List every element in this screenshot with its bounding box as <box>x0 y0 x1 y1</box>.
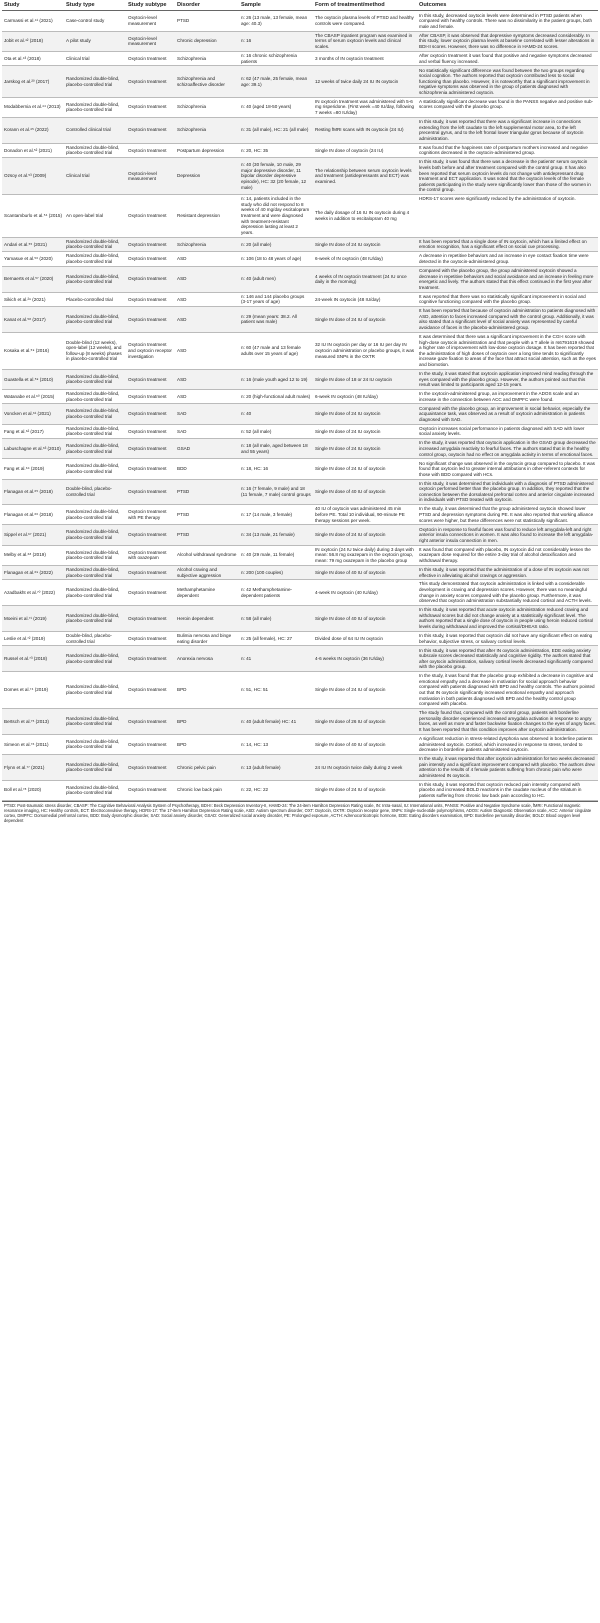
table-row <box>2 51 598 66</box>
cell-outcomes: In this study, it was determined that individuals with a diagnosis of PTSD administered oxytocin performed better than the placebo group. In addition, they reported that the connection between the dorsolateral prefrontal cortex and anterior cingulate increased in individuals with PTSD treated with oxytocin. <box>417 479 598 505</box>
cell-study: Flanagan et al.⁶⁹ (2022) <box>2 565 64 580</box>
cell-study-type: Randomized double-blind, placebo-controlled trial <box>64 525 126 545</box>
cell-study: Flynn et al.⁷⁷ (2021) <box>2 754 64 780</box>
cell-outcomes: Compared with the placebo group, an improvement in social behavior, especially the acquaintance task, was observed as a result of oxytocin administration in patients diagnosed with SAD. <box>417 404 598 424</box>
cell-study: Domes et al.⁷⁴ (2019) <box>2 672 64 709</box>
cell-study: Andari et al.⁵⁵ (2021) <box>2 237 64 252</box>
cell-study-type: Randomized double-blind, placebo-controlled trial <box>64 754 126 780</box>
cell-treatment-method: 24-week IN oxytocin (48 IU/day) <box>313 292 417 307</box>
cell-study-subtype: Oxytocin treatment <box>126 780 175 800</box>
cell-study-subtype: Oxytocin treatment <box>126 404 175 424</box>
table-row <box>2 672 598 709</box>
cell-study: Jobit et al.⁴² (2018) <box>2 31 64 51</box>
cell-study: Sippel et al.⁶⁷ (2021) <box>2 525 64 545</box>
cell-sample: n: 29 (mean years: 38.2. All patient was male) <box>239 307 313 333</box>
cell-disorder: Postpartum depression <box>175 143 239 158</box>
cell-sample: n: 14, HC: 13 <box>239 734 313 754</box>
table-row <box>2 307 598 333</box>
cell-study-subtype: Oxytocin treatment <box>126 709 175 735</box>
cell-sample: n: 51, HC: 51 <box>239 672 313 709</box>
table-row <box>2 479 598 505</box>
table-row <box>2 646 598 672</box>
cell-study: Bertsch et al.⁷⁵ (2013) <box>2 709 64 735</box>
header-row <box>2 0 598 11</box>
cell-outcomes: This study demonstrated that oxytocin administration is linked with a considerable development in craving and depression scores. However, there was no meaningful change in anxiety scores compared with the placebo group. Furthermore, it was observed that oxytocin administration substantially reduced cortisol and ACTH levels. <box>417 580 598 606</box>
cell-study: Moeini et al.⁷¹ (2019) <box>2 606 64 632</box>
cell-study: Azadbakht et al.⁷⁰ (2022) <box>2 580 64 606</box>
cell-outcomes: It was reported that there was no statistically significant improvement in social and cognitive functioning compared with the placebo group. <box>417 292 598 307</box>
cell-study-type: A pilot study <box>64 31 126 51</box>
cell-study: Donadon et al.⁵² (2021) <box>2 143 64 158</box>
cell-study-subtype: Oxytocin treatment <box>126 195 175 238</box>
cell-sample: n: 42 Methamphetamine-dependent patients <box>239 580 313 606</box>
cell-treatment-method: 6-week of IN oxytocin (48 IU/day) <box>313 252 417 267</box>
table-row <box>2 424 598 439</box>
cell-treatment-method: Single IN dose of 18 or 24 IU oxytocin <box>313 369 417 389</box>
cell-study-subtype: Oxytocin treatment <box>126 117 175 143</box>
cell-study-subtype: Oxytocin treatment <box>126 479 175 505</box>
cell-sample: n: 40 (30 female, 10 male, 29 major depressive disorder, 11 bipolar disorder depressive episode), HC: 32 (20 female, 12 male) <box>239 158 313 195</box>
cell-sample: n: 20 (all male) <box>239 237 313 252</box>
cell-disorder: Chronic depression <box>175 31 239 51</box>
cell-study-type: Randomized double-blind, placebo-controlled trial <box>64 307 126 333</box>
cell-study-subtype: Oxytocin treatment <box>126 606 175 632</box>
cell-disorder: Schizophrenia <box>175 51 239 66</box>
cell-outcomes: It was determined that there was a significant improvement in the CGI-I score with high-dose oxytocin administration and that people with a T allele in rs6791619 showed a higher rate of improvement with low-dose oxytocin dosage. It has been reported that the administration of high doses of oxytocin over a long time tends to significantly increase gaze fixation to areas of the face that attract social attention, such as the eyes and biomotion. <box>417 332 598 369</box>
cell-sample: n: 40 (aged 18-50 years) <box>239 97 313 117</box>
studies-table <box>2 0 598 801</box>
cell-study-type: Randomized double-blind, placebo-controlled trial <box>64 459 126 479</box>
table-row <box>2 158 598 195</box>
cell-disorder: ASD <box>175 307 239 333</box>
cell-disorder: BPD <box>175 709 239 735</box>
cell-disorder: Methamphetamine dependent <box>175 580 239 606</box>
cell-study-subtype: Oxytocin treatment <box>126 631 175 646</box>
cell-study-subtype: Oxytocin treatment <box>126 459 175 479</box>
cell-study: Watanabe et al.⁶⁰ (2015) <box>2 389 64 404</box>
table-row <box>2 252 598 267</box>
cell-study-type: Randomized double-blind, placebo-controlled trial <box>64 709 126 735</box>
table-row <box>2 266 598 292</box>
cell-study-subtype: Oxytocin treatment <box>126 307 175 333</box>
cell-outcomes: In the study, it was found that the placebo group exhibited a decrease in cognitive and emotional empathy and a decrease in motivation for social approach behavior compared with patients diagnosed with BPD and healthy controls. The authors pointed out that IN oxytocin significantly increased emotional empathy and approach motivation in both patients diagnosed with BPD and the healthy control group compared with placebo. <box>417 672 598 709</box>
cell-study-type: Case-control study <box>64 11 126 31</box>
cell-study-subtype: Oxytocin treatment <box>126 424 175 439</box>
cell-study: Guastella et al.⁵⁹ (2010) <box>2 369 64 389</box>
cell-study: Melby et al.⁶⁸ (2019) <box>2 545 64 565</box>
cell-sample: n: 146 and 144 placebo groups (3-17 years of age) <box>239 292 313 307</box>
table-row <box>2 117 598 143</box>
cell-study: Simeon et al.⁷⁶ (2011) <box>2 734 64 754</box>
cell-study-subtype: Oxytocin treatment <box>126 525 175 545</box>
cell-treatment-method: Single IN dose of 24 IU of oxytocin <box>313 525 417 545</box>
cell-sample: n: 40 (29 male, 11 female) <box>239 545 313 565</box>
cell-outcomes: It was found that compared with placebo, IN oxytocin did not considerably lessen the oxazepam dose required for the entire 3-day trial of alcohol detoxification and withdrawal therapy. <box>417 545 598 565</box>
cell-sample: n: 16 (7 female, 9 male) and 18 (11 female, 7 male) control groups <box>239 479 313 505</box>
cell-study-subtype: Oxytocin treatment <box>126 565 175 580</box>
cell-sample: n: 200 (100 couples) <box>239 565 313 580</box>
cell-treatment-method: 24 IU IN oxytocin twice daily during 2 week <box>313 754 417 780</box>
cell-study: Modabbernia et al.⁴⁴ (2013) <box>2 97 64 117</box>
cell-study-subtype: Oxytocin treatment <box>126 672 175 709</box>
cell-treatment-method: Single IN dose of oxytocin (24 IU) <box>313 143 417 158</box>
cell-sample: n: 16 (male youth aged 12 to 19) <box>239 369 313 389</box>
cell-outcomes: In the study, it was stated that oxytocin application improved mind reading through the eyes compared with the placebo group. However, the authors pointed out that this result was limited to participants aged 12-15 years. <box>417 369 598 389</box>
cell-outcomes: In this study, it was reported that there was a significant increase in connections extending from the left caudate to the left supplemental motor area, to the left precentral gyrus, and to the left frontal lower triangular gyrus because of oxytocin administration. <box>417 117 598 143</box>
cell-treatment-method: 12 weeks of twice daily 24 IU IN oxytocin <box>313 66 417 97</box>
table-header <box>2 0 598 11</box>
cell-disorder: PTSD <box>175 505 239 525</box>
cell-study: Fang et al.⁶⁴ (2019) <box>2 459 64 479</box>
cell-sample: n: 58 (all male) <box>239 606 313 632</box>
cell-outcomes: In the study, it was determined that the group administered oxytocin showed lower PTSD and depression symptoms during PE. It was also reported that working alliance scores were higher, but these differences were not statistically significant. <box>417 505 598 525</box>
cell-study-type: Randomized double-blind, placebo-controlled trial <box>64 672 126 709</box>
cell-outcomes: In the study, it was reported that after oxytocin administration for two weeks decreased pain intensity and a significant improvement compared with placebo. The authors drew attention to the results of 4 female patients suffering from chronic pain who were administered IN oxytocin. <box>417 754 598 780</box>
cell-study-type: Randomized double-blind, placebo-controlled trial <box>64 97 126 117</box>
cell-study: Fang et al.⁶² (2017) <box>2 424 64 439</box>
cell-study-subtype: Oxytocin-level measurement <box>126 31 175 51</box>
cell-study: Korann et al.⁴⁵ (2022) <box>2 117 64 143</box>
cell-sample: n: 40 <box>239 404 313 424</box>
cell-study-subtype: Oxytocin treatment <box>126 237 175 252</box>
cell-disorder: Heroin dependent <box>175 606 239 632</box>
cell-treatment-method: Resting fMRI scans with IN oxytocin (24 IU) <box>313 117 417 143</box>
cell-outcomes: In this study, it was found that there was a decrease in the patients' serum oxytocin levels both before and after treatment compared with the control group. It has also been reported that serum oxytocin levels do not change with antidepressant drug treatment and ECT application. It was noted that the oxytocin levels of the female patients participating in the study were significantly lower than those of the women in the control group. <box>417 158 598 195</box>
cell-sample: n: 20 (high-functional adult males) <box>239 389 313 404</box>
cell-study-subtype: Oxytocin treatment <box>126 252 175 267</box>
cell-disorder: Alcohol withdrawal syndrome <box>175 545 239 565</box>
cell-study: Scantamburlo et al.⁵⁴ (2015) <box>2 195 64 238</box>
abbreviations-footnote: PTSD: Post-traumatic stress disorder, CBASP: The Cognitive Behavioral Analysis System of Psychotherapy, BDI-II: Beck Depression Inventory-II, HAMD-24: The 24-item Hamilton Depression Rating scale, IN: Intra-nasal, IU: International units, PANSS: Positive and Negative Syndrome scale, fMRI: Functional magnetic resonance imaging, HC: Healthy controls, ECT: Electroconvulsive therapy, HDRS-17: The 17-item Hamilton Depression Rating scale, ASD: Autism spectrum disorder, OXT: Oxytocin, OXTR: Oxytocin receptor gene, SNPs: Single-nucleotide polymorphisms, ADOS: Autism Diagnostic Observation scale, ACC: Anterior cingulate cortex, DMPFC: Dorsomedial prefrontal cortex, BDD: Body dysmorphic disorder, SAD: Social anxiety disorder, GSAD: Generalized social anxiety disorder, PE: Prolonged exposure, ACTH: Adrenocorticotropic hormone, EDE: Eating disorders examination, BPD: Borderline personality disorder, BOLD: Blood oxygen level dependent <box>2 801 598 826</box>
cell-disorder: BPD <box>175 672 239 709</box>
cell-outcomes: No statistically significant difference was found between the two groups regarding social cognition. The authors reported that oxytocin contributed less to social functioning than placebo. However, it is noteworthy that a significant improvement in negative symptoms was observed in the group of patients diagnosed with schizophrenia administered oxytocin. <box>417 66 598 97</box>
cell-treatment-method: The relationship between serum oxytocin levels and treatment (antidepressants and ECT) was examined. <box>313 158 417 195</box>
cell-study-type: Randomized double-blind, placebo-controlled trial <box>64 606 126 632</box>
cell-study-type: Randomized double-blind, placebo-controlled trial <box>64 545 126 565</box>
cell-study-type: Clinical trial <box>64 158 126 195</box>
cell-study-subtype: Oxytocin treatment with PE therapy <box>126 505 175 525</box>
cell-treatment-method: Divided dose of 64 IU IN oxytocin <box>313 631 417 646</box>
cell-disorder: ASD <box>175 332 239 369</box>
cell-disorder: Anorexia nervosa <box>175 646 239 672</box>
cell-study-type: Double-blind, placebo-controlled trial <box>64 631 126 646</box>
cell-disorder: Alcohol craving and subjective aggression <box>175 565 239 580</box>
col-header-disorder: Disorder <box>175 0 239 11</box>
cell-disorder: Schizophrenia <box>175 97 239 117</box>
cell-study: Ozsoy et al.⁵³ (2009) <box>2 158 64 195</box>
cell-study: Bernaerts et al.⁵⁷ (2020) <box>2 266 64 292</box>
cell-outcomes: After oxytocin treatment it was found that positive and negative symptoms decreased and verbal fluency increased. <box>417 51 598 66</box>
cell-treatment-method: Single IN dose of 40 IU of oxytocin <box>313 606 417 632</box>
cell-disorder: Bulimia nervosa and binge eating disorder <box>175 631 239 646</box>
cell-sample: n: 14, patients included in the study who did not respond to 8 weeks of 40 mg/day escitalopram treatment and were diagnosed with treatment-resistant depression lasting at least 2 years. <box>239 195 313 238</box>
cell-study-type: Randomized double-blind, placebo-controlled trial <box>64 252 126 267</box>
cell-outcomes: Oxytocin increases social performance in patients diagnosed with SAD with lower social anxiety levels. <box>417 424 598 439</box>
cell-treatment-method: The daily dosage of 16 IU IN oxytocin during 4 weeks in addition to escitalopram 40 mg <box>313 195 417 238</box>
cell-study-subtype: Oxytocin treatment <box>126 754 175 780</box>
cell-study-type: Randomized double-blind, placebo-controlled trial <box>64 266 126 292</box>
cell-outcomes: In this study, it was reported that oxytocin did not have any significant effect on eating behavior, subjective stress, or salivary cortisol levels. <box>417 631 598 646</box>
cell-treatment-method: IN oxytocin (24 IU twice daily) during 3 days with mean: 56.8 mg oxazepam in the oxytocin group, mean: 79 mg oxazepam in the placebo group <box>313 545 417 565</box>
cell-study-subtype: Oxytocin treatment <box>126 143 175 158</box>
cell-treatment-method: 3 months of IN oxytocin treatment <box>313 51 417 66</box>
cell-study-type: Randomized double-blind, placebo-controlled trial <box>64 143 126 158</box>
cell-outcomes: Oxytocin in response to fearful faces was found to reduce left amygdala-left and right anterior insula connections in women. It was also found to increase the left amygdala-right anterior insula connection in men. <box>417 525 598 545</box>
table-row <box>2 525 598 545</box>
table-row <box>2 97 598 117</box>
cell-treatment-method: Single IN dose of 24 IU of oxytocin <box>313 307 417 333</box>
table-row <box>2 580 598 606</box>
cell-study-subtype: Oxytocin treatment <box>126 369 175 389</box>
table-row <box>2 332 598 369</box>
cell-study-type: Randomized double-blind, placebo-controlled trial <box>64 369 126 389</box>
cell-treatment-method: 4-6 weeks IN oxytocin (36 IU/day) <box>313 646 417 672</box>
cell-study-type: Randomized double-blind, placebo-controlled trial <box>64 66 126 97</box>
cell-treatment-method: The CBASP inpatient program was examined in terms of serum oxytocin levels and clinical scales. <box>313 31 417 51</box>
cell-treatment-method: 6-week IN oxytocin (48 IU/day) <box>313 389 417 404</box>
table-row <box>2 734 598 754</box>
cell-study-type: Clinical trial <box>64 51 126 66</box>
table-row <box>2 780 598 800</box>
cell-disorder: ASD <box>175 292 239 307</box>
table-row <box>2 389 598 404</box>
cell-study-type: Double-blind, placebo-controlled trial <box>64 479 126 505</box>
cell-disorder: PTSD <box>175 479 239 505</box>
cell-study-subtype: Oxytocin-level measurement <box>126 11 175 31</box>
cell-study-type: Double-blind (12 weeks), open-label (12 weeks), and follow-up (8 weeks) phases in placebo-controlled trial <box>64 332 126 369</box>
cell-study: Jarskog et al.²⁰ (2017) <box>2 66 64 97</box>
table-row <box>2 631 598 646</box>
cell-study-subtype: Oxytocin treatment and oxytocin receptor investigation <box>126 332 175 369</box>
cell-study: Sikich et al.²⁹ (2021) <box>2 292 64 307</box>
cell-disorder: Schizophrenia and schizoaffective disorder <box>175 66 239 97</box>
cell-disorder: ASD <box>175 266 239 292</box>
table-row <box>2 545 598 565</box>
cell-outcomes: HDRS-17 scores were significantly reduced by the administration of oxytocin. <box>417 195 598 238</box>
cell-study-type: Randomized double-blind, placebo-controlled trial <box>64 505 126 525</box>
col-header-treatment-method: Form of treatment/method <box>313 0 417 11</box>
cell-study-type: Randomized double-blind, placebo-controlled trial <box>64 565 126 580</box>
cell-study-type: Randomized double-blind, placebo-controlled trial <box>64 439 126 459</box>
cell-disorder: Resistant depression <box>175 195 239 238</box>
cell-sample: n: 18 (all male, aged between 18 and 55 years) <box>239 439 313 459</box>
cell-disorder: GSAD <box>175 439 239 459</box>
cell-sample: n: 40 (adult female) HC: 41 <box>239 709 313 735</box>
table-row <box>2 505 598 525</box>
cell-outcomes: It was found that the happiness rate of postpartum mothers increased and negative cognitions decreased in the oxytocin-administered group. <box>417 143 598 158</box>
cell-study-subtype: Oxytocin treatment <box>126 292 175 307</box>
cell-outcomes: A statistically significant decrease was found in the PANSS negative and positive sub-scores compared with the placebo group. <box>417 97 598 117</box>
table-row <box>2 66 598 97</box>
cell-sample: n: 31 (all male), HC: 21 (all male) <box>239 117 313 143</box>
cell-study-type: Randomized double-blind, placebo-controlled trial <box>64 424 126 439</box>
table-row <box>2 565 598 580</box>
cell-study-type: Randomized double-blind, placebo-controlled trial <box>64 646 126 672</box>
cell-treatment-method: 40 IU of oxytocin was administered 45 min before PE. Total 10 individual, 90-minute PE therapy sessions per week. <box>313 505 417 525</box>
cell-treatment-method: Single IN dose of 40 IU of oxytocin <box>313 565 417 580</box>
cell-sample: n: 17 (14 male, 3 female) <box>239 505 313 525</box>
cell-outcomes: In the study, it was reported that oxytocin application in the GSAD group decreased the increased amygdala reactivity to fearful faces. The authors stated that in the healthy control group, oxytocin had no effect on amygdala activity in terms of emotional faces. <box>417 439 598 459</box>
cell-treatment-method: Single IN dose of 24 IU of oxytocin <box>313 672 417 709</box>
cell-sample: n: 25 (all female), HC: 27 <box>239 631 313 646</box>
cell-disorder: ASD <box>175 389 239 404</box>
cell-study: Leslie et al.⁷² (2019) <box>2 631 64 646</box>
table-row <box>2 292 598 307</box>
cell-study-subtype: Oxytocin treatment <box>126 439 175 459</box>
cell-outcomes: In the oxytocin-administered group, an improvement in the ADOS scale and an increase in the connection between ACC and DMPFC were found. <box>417 389 598 404</box>
col-header-study: Study <box>2 0 64 11</box>
cell-study: Flanagan et al.⁶⁵ (2018) <box>2 479 64 505</box>
cell-study: Kosaka et al.⁵⁹ (2016) <box>2 332 64 369</box>
cell-sample: n: 16 <box>239 31 313 51</box>
cell-disorder: SAD <box>175 404 239 424</box>
cell-study-subtype: Oxytocin treatment with oxazepam <box>126 545 175 565</box>
cell-outcomes: After CBASP, it was observed that depressive symptoms decreased considerably. In this study, lower oxytocin plasma levels at baseline correlated with lesser alterations in BDI-II scores. However, there was no difference in HAMD-24 scores. <box>417 31 598 51</box>
cell-study: Labuschagne et al.⁶³ (2010) <box>2 439 64 459</box>
table-body <box>2 11 598 800</box>
cell-sample: n: 52 (all male) <box>239 424 313 439</box>
table-row <box>2 11 598 31</box>
cell-disorder: Schizophrenia <box>175 117 239 143</box>
cell-study: Kanat et al.⁵⁸ (2017) <box>2 307 64 333</box>
cell-disorder: ASD <box>175 369 239 389</box>
cell-treatment-method: Single IN dose of 24 IU oxytocin <box>313 237 417 252</box>
cell-sample: n: 22, HC: 22 <box>239 780 313 800</box>
cell-disorder: ASD <box>175 252 239 267</box>
cell-study-subtype: Oxytocin treatment <box>126 734 175 754</box>
cell-disorder: SAD <box>175 424 239 439</box>
table-row <box>2 404 598 424</box>
table-row <box>2 237 598 252</box>
cell-study-subtype: Oxytocin treatment <box>126 97 175 117</box>
cell-disorder: Chronic pelvic pain <box>175 754 239 780</box>
cell-sample: n: 106 (18 to 48 years of age) <box>239 252 313 267</box>
cell-study: Carmassi et al.⁴¹ (2021) <box>2 11 64 31</box>
cell-study: Russel et al.⁷³ (2018) <box>2 646 64 672</box>
cell-study-type: Placebo-controlled trial <box>64 292 126 307</box>
cell-disorder: PTSD <box>175 11 239 31</box>
cell-study-subtype: Oxytocin treatment <box>126 266 175 292</box>
cell-study: Yamasue et al.⁵⁶ (2020) <box>2 252 64 267</box>
cell-treatment-method: The oxytocin plasma levels of PTSD and healthy controls were compared. <box>313 11 417 31</box>
cell-outcomes: In this study, it was reported that after IN oxytocin administration, EDE eating anxiety subscale scores decreased statistically and cognitive rigidity. The authors stated that after oxytocin administration, salivary cortisol levels decreased significantly compared with the placebo group. <box>417 646 598 672</box>
cell-outcomes: It has been reported that a single dose of IN oxytocin, which has a limited effect on emotion recognition, has a significant effect on social cue processing. <box>417 237 598 252</box>
cell-disorder: PTSD <box>175 525 239 545</box>
cell-study-subtype: Oxytocin treatment <box>126 580 175 606</box>
table-row <box>2 606 598 632</box>
cell-sample: n: 16 chronic schizophrenia patients <box>239 51 313 66</box>
cell-outcomes: Compared with the placebo group, the group administered oxytocin showed a decrease in repetitive behaviors and social avoidance and an increase in feeling more energetic and lively. The authors stated that this effect continued in the first year after treatment. <box>417 266 598 292</box>
cell-outcomes: The study found that, compared with the control group, patients with borderline personality disorder experienced increased amygdala activation in response to angry faces, as well as more and faster backwise fixation changes to the eyes of angry faces. It has been reported that this condition improves after oxytocin administration. <box>417 709 598 735</box>
cell-sample: n: 41 <box>239 646 313 672</box>
cell-disorder: Schizophrenia <box>175 237 239 252</box>
col-header-study-type: Study type <box>64 0 126 11</box>
cell-treatment-method: Single IN dose of 24 IU of oxytocin <box>313 459 417 479</box>
cell-outcomes: In this study, it was reported that acute oxytocin administration reduced craving and withdrawal scores but did not change anxiety at a statistically significant level. The authors reported that a single dose of oxytocin in people using heroin reduced cortisol levels during withdrawal and improved the cortisol/DHEAS ratio. <box>417 606 598 632</box>
table-row <box>2 439 598 459</box>
table-row <box>2 369 598 389</box>
cell-study-type: Randomized double-blind, placebo-controlled trial <box>64 780 126 800</box>
cell-study-type: Randomized double-blind, placebo-controlled trial <box>64 580 126 606</box>
cell-treatment-method: 4-week IN oxytocin (40 IU/day) <box>313 580 417 606</box>
table-row <box>2 31 598 51</box>
cell-sample: n: 26 (13 male, 13 female, mean age: 40.3) <box>239 11 313 31</box>
cell-study-subtype: Oxytocin treatment <box>126 66 175 97</box>
cell-treatment-method: Single IN dose of 24 IU oxytocin <box>313 424 417 439</box>
cell-study-type: Randomized double-blind, placebo-controlled trial <box>64 237 126 252</box>
cell-sample: n: 40 (adult men) <box>239 266 313 292</box>
cell-treatment-method: Single IN dose of 40 IU of oxytocin <box>313 734 417 754</box>
cell-study-type: Randomized double-blind, placebo-controlled trial <box>64 734 126 754</box>
cell-sample: n: 13 (adult female) <box>239 754 313 780</box>
cell-treatment-method: Single IN dose of 40 IU of oxytocin <box>313 479 417 505</box>
table-row <box>2 709 598 735</box>
cell-study-type: An open-label trial <box>64 195 126 238</box>
col-header-sample: Sample <box>239 0 313 11</box>
cell-study: Ota et al.⁴³ (2018) <box>2 51 64 66</box>
cell-outcomes: It has been reported that because of oxytocin administration to patients diagnosed with ASD, attention to faces increased compared with the control group. Additionally, it was also stated that a significant level of social anxiety was represented by careful avoidance of faces in the placebo-administered group. <box>417 307 598 333</box>
cell-study-type: Randomized double-blind, placebo-controlled trial <box>64 404 126 424</box>
table-row <box>2 143 598 158</box>
cell-study-subtype: Oxytocin treatment <box>126 389 175 404</box>
cell-disorder: Chronic low back pain <box>175 780 239 800</box>
cell-outcomes: A decrease in repetitive behaviors and an increase in eye contact fixation time were detected in the oxytocin-administered group. <box>417 252 598 267</box>
cell-disorder: Depression <box>175 158 239 195</box>
cell-study-subtype: Oxytocin treatment <box>126 646 175 672</box>
cell-sample: n: 20, HC: 35 <box>239 143 313 158</box>
cell-treatment-method: Single IN dose of 24 IU of oxytocin <box>313 780 417 800</box>
cell-treatment-method: Single IN dose of 24 IU oxytocin <box>313 404 417 424</box>
cell-treatment-method: IN oxytocin treatment was administered with 5-6 mg risperidone. (First week =40 IU/day, following 7 weeks =80 IU/day) <box>313 97 417 117</box>
cell-treatment-method: Single IN dose of 26 IU of oxytocin <box>313 709 417 735</box>
cell-sample: n: 18, HC: 16 <box>239 459 313 479</box>
col-header-study-subtype: Study subtype <box>126 0 175 11</box>
cell-treatment-method: 32 IU IN oxytocin per day or 16 IU per day IN oxytocin administration or placebo groups, it was measured SNPs in the OXTR <box>313 332 417 369</box>
col-header-outcomes: Outcomes <box>417 0 598 11</box>
cell-treatment-method: Single IN dose of 24 IU oxytocin <box>313 439 417 459</box>
table-row <box>2 754 598 780</box>
cell-study: Flanagan et al.⁶⁶ (2018) <box>2 505 64 525</box>
cell-outcomes: No significant change was observed in the oxytocin group compared to placebo. It was found that oxytocin led to greater internal attributions in other-referent contexts for those with BDD compared with HCs. <box>417 459 598 479</box>
cell-study-type: Controlled clinical trial <box>64 117 126 143</box>
cell-outcomes: A significant reduction in stress-related dysphoria was observed in borderline patients administered oxytocin. Cortisol, which increased in response to stress, tended to decrease in borderline patients administered oxytocin. <box>417 734 598 754</box>
cell-study-subtype: Oxytocin treatment <box>126 51 175 66</box>
table-row <box>2 459 598 479</box>
cell-sample: n: 62 (47 male, 25 female, mean age: 39.1) <box>239 66 313 97</box>
cell-disorder: BDD <box>175 459 239 479</box>
cell-outcomes: In this study, it was reported that oxytocin reduced pain intensity compared with placebo and increased BOLD reactions in the caudate nucleus of the striatum in patients suffering from chronic low back pain according to HC. <box>417 780 598 800</box>
cell-disorder: BPD <box>175 734 239 754</box>
cell-sample: n: 60 (47 male and 13 female adults over 15 years of age) <box>239 332 313 369</box>
cell-study: Boll et al.⁷⁸ (2020) <box>2 780 64 800</box>
cell-study-subtype: Oxytocin-level measurement <box>126 158 175 195</box>
cell-treatment-method: 4 weeks of IN oxytocin treatment (24 IU once daily in the morning) <box>313 266 417 292</box>
table-row <box>2 195 598 238</box>
cell-outcomes: In this study, it was reported that the administration of a dose of IN oxytocin was not effective in alleviating alcohol cravings or aggression. <box>417 565 598 580</box>
cell-sample: n: 34 (13 male, 21 female) <box>239 525 313 545</box>
cell-study-type: Randomized double-blind, placebo-controlled trial <box>64 389 126 404</box>
cell-study: Voncken et al.⁶¹ (2021) <box>2 404 64 424</box>
cell-outcomes: In this study, decreased oxytocin levels were determined in PTSD patients when compared with healthy controls. There was no dissimilarity in the patient groups, both male and female. <box>417 11 598 31</box>
